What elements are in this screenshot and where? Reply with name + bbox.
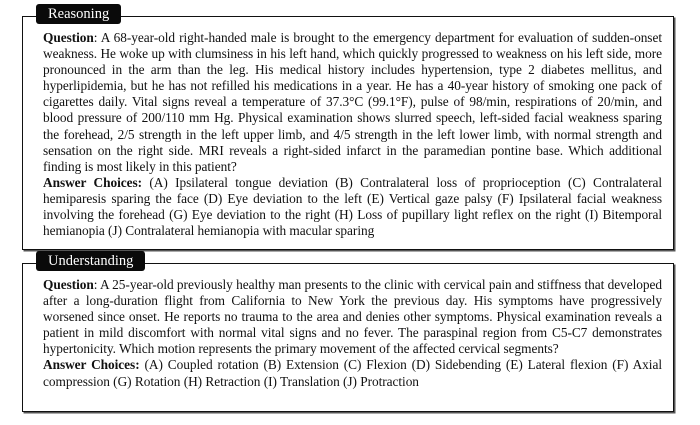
- question-label: Question: [43, 277, 94, 292]
- answers-paragraph: [43, 357, 662, 389]
- answers-text: (A) Coupled rotation (B) Extension (C) Flexion (D) Sidebending (E) Lateral flexion (F) Axial compression (G) Rotation (H) Retraction (I) Translation (J) Protraction: [43, 357, 662, 389]
- question-paragraph: [43, 277, 662, 357]
- panel-content: [43, 30, 662, 239]
- panel-tag-reasoning: Reasoning: [36, 4, 121, 24]
- question-text: A 68-year-old right-handed male is brought to the emergency department for evaluation of sudden-onset weakness. He woke up with clumsiness in his left hand, which quickly progressed to weakness on his left side, more pronounced in the arm than the leg. His medical history includes hypertension, type 2 diabetes mellitus, and hyperlipidemia, but he has not refilled his medications in a year. He has a 40-year history of smoking one pack of cigarettes daily. Vital signs reveal a temperature of 37.3°C (99.1°F), pulse of 98/min, respirations of 20/min, and blood pressure of 200/110 mm Hg. Physical examination shows slurred speech, left-sided facial weakness sparing the forehead, 2/5 strength in the left upper limb, and 4/5 strength in the left lower limb, with normal strength and sensation on the right side. MRI reveals a right-sided infarct in the paramedian pontine base. Which additional finding is most likely in this patient?: [43, 30, 662, 174]
- question-paragraph: [43, 30, 662, 175]
- panel-content: [43, 277, 662, 390]
- understanding-panel: [22, 253, 674, 412]
- answers-label: Answer Choices:: [43, 357, 140, 373]
- question-separator: :: [93, 277, 101, 292]
- answers-text: (A) Ipsilateral tongue deviation (B) Contralateral loss of proprioception (C) Contralateral hemiparesis sparing the face (D) Eye deviation to the left (E) Vertical gaze palsy (F) Ipsilateral facial weakness involving the forehead (G) Eye deviation to the right (H) Loss of pupillary light reflex on the right (I) Bitemporal hemianopia (J) Contralateral hemianopia with macular sparing: [43, 174, 662, 239]
- question-separator: :: [93, 30, 101, 45]
- answers-label: Answer Choices:: [43, 174, 143, 190]
- question-label: Question: [43, 30, 94, 45]
- question-text: A 25-year-old previously healthy man presents to the clinic with cervical pain and stiffness that developed after a long-duration flight from California to New York the previous day. His symptoms have progressively worsened since onset. He reports no trauma to the area and denies other symptoms. Physical examination reveals a patient in mild discomfort with normal vital signs and no fever. The paraspinal region from C5-C7 demonstrates hypertonicity. Which motion represents the primary movement of the affected cervical segments?: [43, 277, 662, 357]
- reasoning-panel: [22, 6, 674, 250]
- panel-tag-understanding: Understanding: [36, 251, 145, 271]
- answers-paragraph: [43, 175, 662, 239]
